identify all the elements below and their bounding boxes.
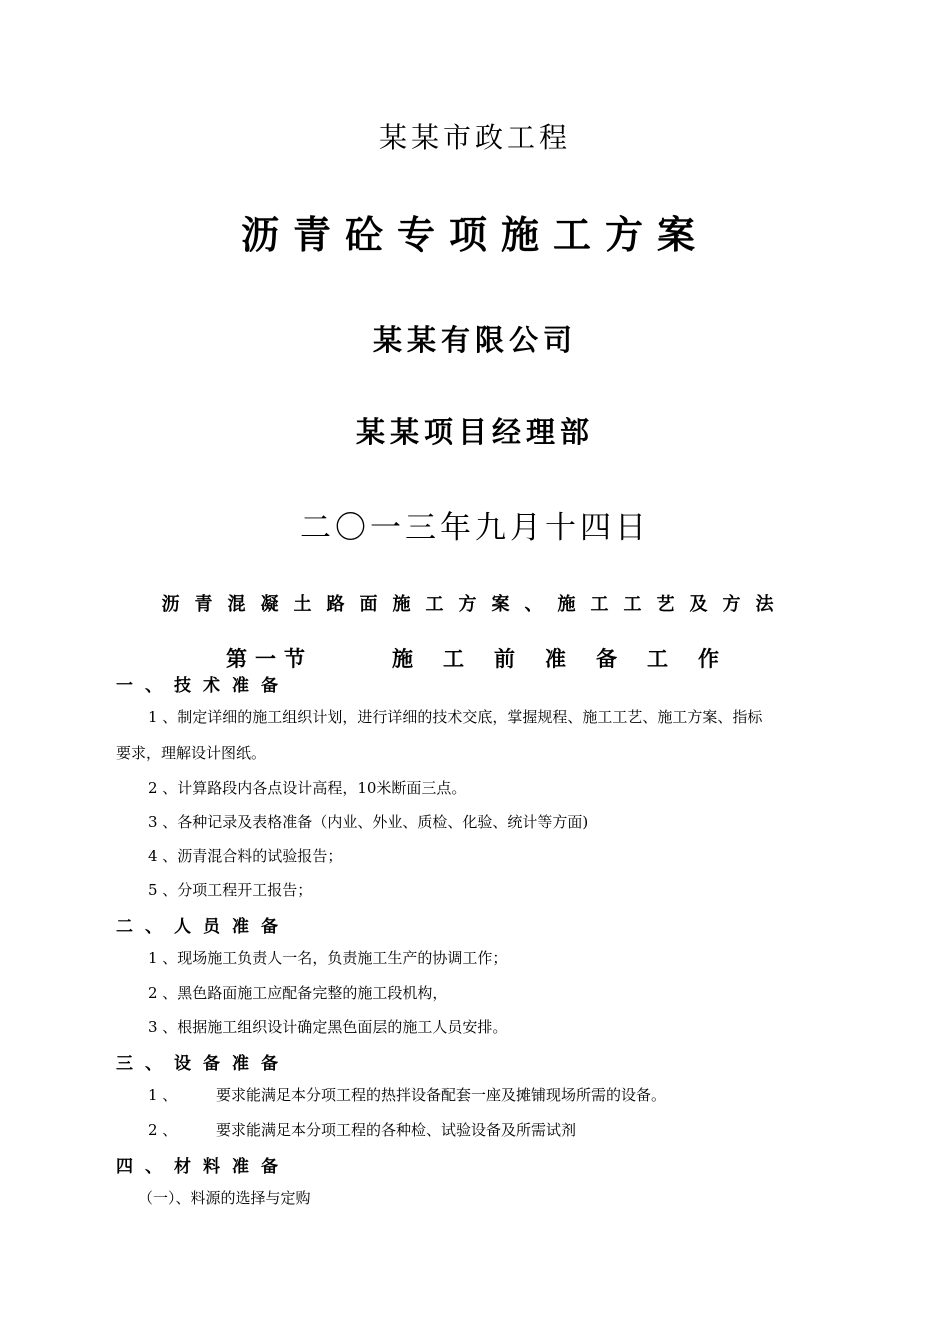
- list-number: 2 、: [148, 1121, 178, 1139]
- paragraph: 5 、分项工程开工报告；: [148, 881, 313, 899]
- paragraph: 1 、制定详细的施工组织计划，进行详细的技术交底，掌握规程、施工工艺、施工方案、指标: [148, 708, 763, 726]
- heading-tech-prep: 一、技术准备: [116, 676, 290, 696]
- paragraph: 要求能满足本分项工程的热拌设备配套一座及摊铺现场所需的设备。: [216, 1086, 667, 1104]
- heading-material-prep: 四、材料准备: [116, 1157, 290, 1177]
- paragraph: 3 、根据施工组织设计确定黑色面层的施工人员安排。: [148, 1018, 508, 1036]
- cover-company: 某某有限公司: [372, 323, 577, 357]
- heading-staff-prep: 二、人员准备: [116, 917, 290, 937]
- paragraph: 2 、计算路段内各点设计高程，10米断面三点。: [148, 779, 467, 797]
- cover-department: 某某项目经理部: [355, 415, 594, 449]
- list-number: 1 、: [148, 1086, 178, 1104]
- cover-date: 二〇一三年九月十四日: [300, 510, 650, 546]
- heading-equipment-prep: 三、设备准备: [116, 1054, 290, 1074]
- document-title: 沥青混凝土路面施工方案、施工工艺及方法: [161, 594, 789, 615]
- paragraph: 2 、黑色路面施工应配备完整的施工段机构，: [148, 984, 448, 1002]
- cover-project-name: 某某市政工程: [378, 121, 571, 154]
- cover-title: 沥青砼专项施工方案: [240, 212, 709, 257]
- paragraph: 4 、沥青混合料的试验报告；: [148, 847, 343, 865]
- paragraph: 要求能满足本分项工程的各种检、试验设备及所需试剂: [216, 1121, 577, 1139]
- paragraph: （一）、料源的选择与定购: [138, 1189, 311, 1207]
- paragraph: 1 、现场施工负责人一名，负责施工生产的协调工作；: [148, 949, 508, 967]
- paragraph: 3 、各种记录及表格准备（内业、外业、质检、化验、统计等方面): [148, 813, 589, 831]
- section-name: 施工前准备工作: [392, 646, 749, 671]
- section-heading: [226, 643, 749, 673]
- paragraph: 要求，理解设计图纸。: [116, 744, 267, 762]
- section-number: 第一节: [226, 646, 313, 671]
